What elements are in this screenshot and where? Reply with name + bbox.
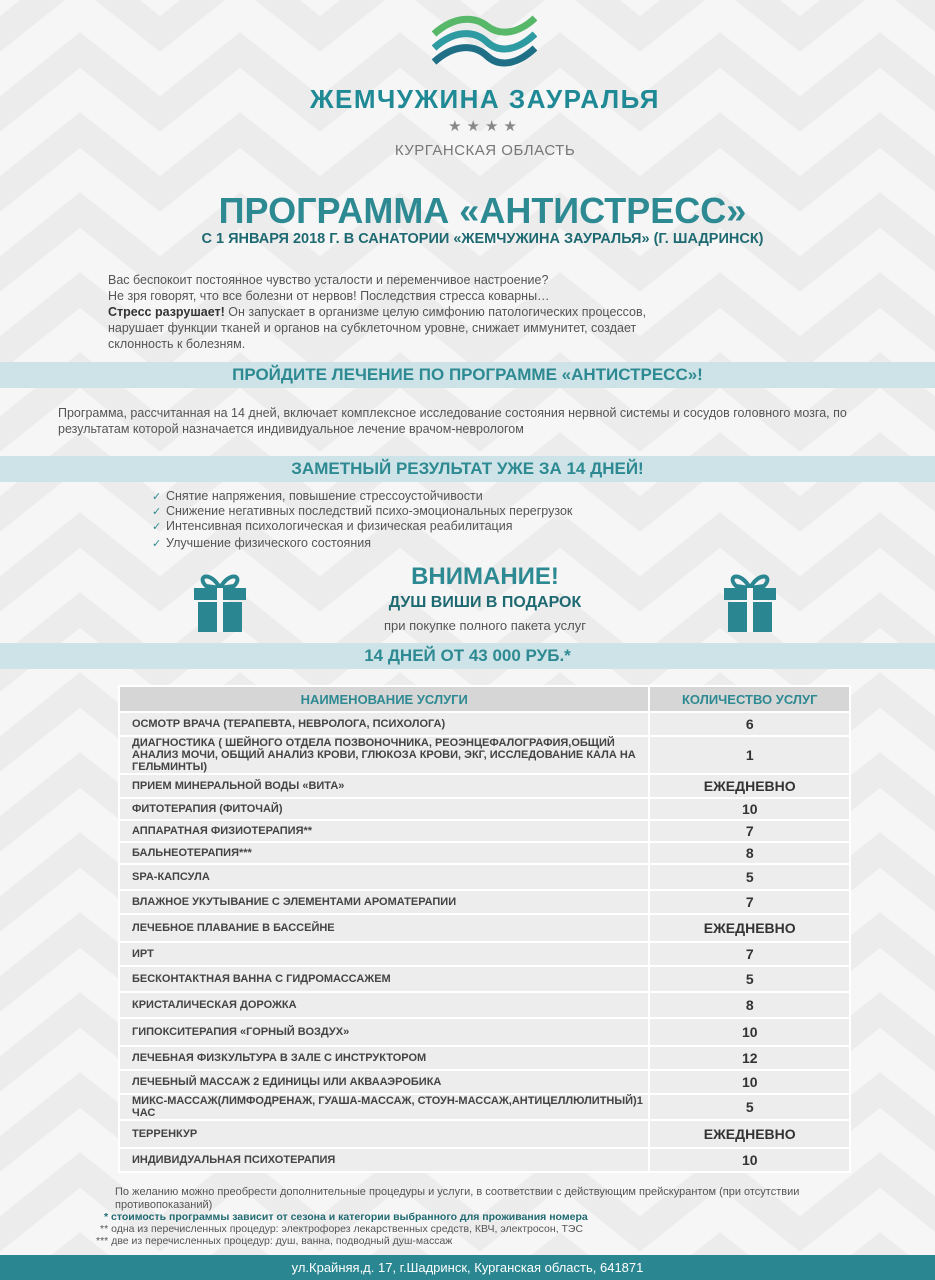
column-header-service: НАИМЕНОВАНИЕ УСЛУГИ	[119, 686, 649, 712]
result-text: Улучшение физического состояния	[166, 536, 371, 550]
intro-text	[108, 272, 668, 352]
service-name: ТЕРРЕНКУР	[119, 1120, 649, 1148]
table-row	[119, 966, 850, 992]
table-row	[119, 992, 850, 1018]
intro-bold: Стресс разрушает!	[108, 305, 225, 319]
service-name: ЛЕЧЕБНЫЙ МАССАЖ 2 ЕДИНИЦЫ ИЛИ АКВААЭРОБИКА	[119, 1070, 649, 1094]
check-icon: ✓	[152, 538, 162, 550]
table-row	[119, 1070, 850, 1094]
service-name: ГИПОКСИТЕРАПИЯ «ГОРНЫЙ ВОЗДУХ»	[119, 1018, 649, 1046]
table-row	[119, 1046, 850, 1070]
service-name: МИКС-МАССАЖ(ЛИМФОДРЕНАЖ, ГУАША-МАССАЖ, СТОУН-МАССАЖ,АНТИЦЕЛЛЮЛИТНЫЙ)1 ЧАС	[119, 1094, 649, 1120]
service-name: ОСМОТР ВРАЧА (ТЕРАПЕВТА, НЕВРОЛОГА, ПСИХОЛОГА)	[119, 712, 649, 736]
band-treatment-text: ПРОЙДИТЕ ЛЕЧЕНИЕ ПО ПРОГРАММЕ «АНТИСТРЕСС»!	[232, 365, 703, 384]
footnote-text: одна из перечисленных процедур: электрофорез лекарственных средств, КВЧ, электросон, ТЭС	[111, 1223, 584, 1235]
footnote-2	[100, 1223, 820, 1235]
table-row	[119, 774, 850, 798]
table-row	[119, 890, 850, 914]
footnote-text: две из перечисленных процедур: душ, ванна, подводный душ-массаж	[111, 1235, 453, 1247]
column-header-qty: КОЛИЧЕСТВО УСЛУГ	[649, 686, 850, 712]
gift-condition: при покупке полного пакета услуг	[384, 618, 586, 633]
hotel-stars: ★★★★	[448, 118, 522, 135]
table-row	[119, 842, 850, 864]
check-icon: ✓	[152, 491, 162, 503]
list-item	[152, 489, 572, 504]
table-row	[119, 736, 850, 774]
list-item	[152, 504, 572, 519]
service-name: ИРТ	[119, 942, 649, 966]
extra-services-note: По желанию можно преобрести дополнительные процедуры и услуги, в соответствии с действующим прейскурантом (при отсутствии противопоказаний)	[115, 1186, 800, 1211]
service-name: ДИАГНОСТИКА ( ШЕЙНОГО ОТДЕЛА ПОЗВОНОЧНИКА, РЕОЭНЦЕФАЛОГРАФИЯ,ОБЩИЙ АНАЛИЗ МОЧИ, ОБЩИЙ АНАЛИЗ КРОВИ, ГЛЮКОЗА КРОВИ, ЭКГ, ИССЛЕДОВАНИЕ КАЛА НА ГЕЛЬМИНТЫ)	[119, 736, 649, 774]
service-name: БЕСКОНТАКТНАЯ ВАННА С ГИДРОМАССАЖЕМ	[119, 966, 649, 992]
service-name: ФИТОТЕРАПИЯ (ФИТОЧАЙ)	[119, 798, 649, 820]
service-qty: 10	[649, 1070, 850, 1094]
result-text: Снижение негативных последствий психо-эмоциональных перегрузок	[166, 504, 573, 518]
service-qty: 10	[649, 798, 850, 820]
table-row	[119, 914, 850, 942]
page-subtitle: С 1 ЯНВАРЯ 2018 Г. В САНАТОРИИ «ЖЕМЧУЖИНА ЗАУРАЛЬЯ» (Г. ШАДРИНСК)	[201, 231, 764, 247]
footnote-3	[96, 1235, 816, 1247]
band-price	[0, 643, 935, 669]
footer-address: ул.Крайняя,д. 17, г.Шадринск, Курганская область, 641871	[0, 1255, 935, 1280]
service-qty: 6	[649, 712, 850, 736]
program-description: Программа, рассчитанная на 14 дней, включает комплексное исследование состояния нервной системы и сосудов головного мозга, по результатам которой назначается индивидуальное лечение врачом-неврологом	[58, 406, 847, 436]
check-icon: ✓	[152, 521, 162, 533]
footnote-mark: **	[100, 1223, 109, 1235]
footnote-text: стоимость программы зависит от сезона и категории выбранного для проживания номера	[111, 1211, 588, 1223]
band-result	[0, 456, 935, 482]
service-qty: ЕЖЕДНЕВНО	[649, 774, 850, 798]
table-header-row	[119, 686, 850, 712]
service-qty: 8	[649, 992, 850, 1018]
table-row	[119, 798, 850, 820]
service-qty: 7	[649, 890, 850, 914]
service-name: АППАРАТНАЯ ФИЗИОТЕРАПИЯ**	[119, 820, 649, 842]
band-result-text: ЗАМЕТНЫЙ РЕЗУЛЬТАТ УЖЕ ЗА 14 ДНЕЙ!	[291, 459, 644, 478]
service-qty: 1	[649, 736, 850, 774]
service-name: БАЛЬНЕОТЕРАПИЯ***	[119, 842, 649, 864]
table-row	[119, 712, 850, 736]
service-name: SPA-КАПСУЛА	[119, 864, 649, 890]
footnote-mark: *	[104, 1211, 109, 1223]
service-name: ЛЕЧЕБНАЯ ФИЗКУЛЬТУРА В ЗАЛЕ С ИНСТРУКТОРОМ	[119, 1046, 649, 1070]
service-qty: 5	[649, 966, 850, 992]
footnote-1	[104, 1211, 824, 1223]
service-qty: 5	[649, 864, 850, 890]
service-qty: 12	[649, 1046, 850, 1070]
table-row	[119, 1094, 850, 1120]
table-row	[119, 942, 850, 966]
band-treatment	[0, 362, 935, 388]
gift-icon	[192, 568, 248, 634]
gift-offer: ДУШ ВИШИ В ПОДАРОК	[388, 594, 582, 611]
intro-line-1: Вас беспокоит постоянное чувство усталости и переменчивое настроение?	[108, 273, 549, 287]
service-qty: ЕЖЕДНЕВНО	[649, 1120, 850, 1148]
table-row	[119, 1148, 850, 1172]
table-row	[119, 820, 850, 842]
results-list	[152, 489, 572, 551]
result-text: Снятие напряжения, повышение стрессоустойчивости	[166, 489, 483, 503]
table-row	[119, 1018, 850, 1046]
service-qty: ЕЖЕДНЕВНО	[649, 914, 850, 942]
intro-line-3-text: Он запускает в организме целую симфонию патологических процессов, нарушает функции тканей и органов на субклеточном уровне, снижает иммунитет, создает склонность к болезням.	[108, 305, 647, 351]
logo-wave-icon	[432, 12, 537, 74]
service-qty: 10	[649, 1018, 850, 1046]
table-row	[119, 1120, 850, 1148]
table-row	[119, 864, 850, 890]
service-name: ЛЕЧЕБНОЕ ПЛАВАНИЕ В БАССЕЙНЕ	[119, 914, 649, 942]
intro-line-3	[108, 304, 668, 352]
service-qty: 10	[649, 1148, 850, 1172]
gift-icon	[722, 568, 778, 634]
service-name: ПРИЕМ МИНЕРАЛЬНОЙ ВОДЫ «ВИТА»	[119, 774, 649, 798]
service-qty: 7	[649, 820, 850, 842]
region-label: КУРГАНСКАЯ ОБЛАСТЬ	[394, 142, 576, 159]
service-qty: 7	[649, 942, 850, 966]
service-name: КРИСТАЛИЧЕСКАЯ ДОРОЖКА	[119, 992, 649, 1018]
brand-name: ЖЕМЧУЖИНА ЗАУРАЛЬЯ	[310, 84, 660, 114]
attention-heading: ВНИМАНИЕ!	[411, 563, 559, 590]
service-name: ИНДИВИДУАЛЬНАЯ ПСИХОТЕРАПИЯ	[119, 1148, 649, 1172]
service-name: ВЛАЖНОЕ УКУТЫВАНИЕ С ЭЛЕМЕНТАМИ АРОМАТЕРАПИИ	[119, 890, 649, 914]
service-qty: 5	[649, 1094, 850, 1120]
list-item	[152, 536, 572, 551]
check-icon: ✓	[152, 506, 162, 518]
footnote-mark: ***	[96, 1235, 109, 1247]
intro-line-2: Не зря говорят, что все болезни от нервов! Последствия стресса коварны…	[108, 289, 550, 303]
list-item	[152, 519, 572, 534]
result-text: Интенсивная психологическая и физическая реабилитация	[166, 519, 513, 533]
price-text: 14 ДНЕЙ ОТ 43 000 РУБ.*	[364, 646, 571, 665]
page-title: ПРОГРАММА «АНТИСТРЕСС»	[218, 190, 747, 231]
services-table	[118, 685, 851, 1173]
service-qty: 8	[649, 842, 850, 864]
